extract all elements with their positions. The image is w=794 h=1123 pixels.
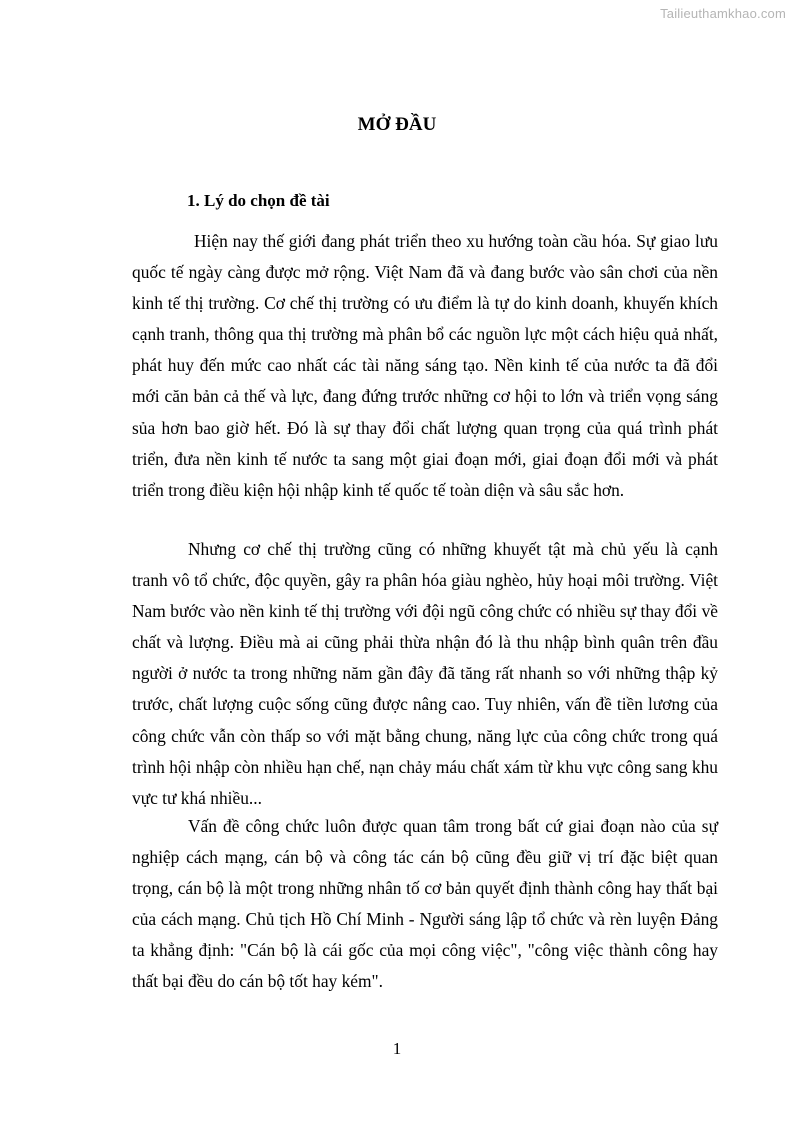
body-paragraph-1: Hiện nay thế giới đang phát triển theo xu hướng toàn cầu hóa. Sự giao lưu quốc tế ngày càng được mở rộng. Việt Nam đã và đang bước vào sân chơi của nền kinh tế thị trường. Cơ chế thị trường có ưu điểm là tự do kinh doanh, khuyến khích cạnh tranh, thông qua thị trường mà phân bổ các nguồn lực một cách hiệu quả nhất, phát huy đến mức cao nhất các tài năng sáng tạo. Nền kinh tế của nước ta đã đổi mới căn bản cả thế và lực, đang đứng trước những cơ hội to lớn và triển vọng sáng sủa hơn bao giờ hết. Đó là sự thay đổi chất lượng quan trọng của quá trình phát triển, đưa nền kinh tế nước ta sang một giai đoạn mới, giai đoạn đổi mới và phát triển trong điều kiện hội nhập kinh tế quốc tế toàn diện và sâu sắc hơn.: [132, 231, 718, 500]
body-paragraph-3: Vấn đề công chức luôn được quan tâm trong bất cứ giai đoạn nào của sự nghiệp cách mạng, cán bộ và công tác cán bộ cũng đều giữ vị trí đặc biệt quan trọng, cán bộ là một trong những nhân tố cơ bản quyết định thành công hay thất bại của cách mạng. Chủ tịch Hồ Chí Minh - Người sáng lập tổ chức và rèn luyện Đảng ta khẳng định: "Cán bộ là cái gốc của mọi công việc", "công việc thành công hay thất bại đều do cán bộ tốt hay kém".: [132, 816, 718, 992]
page-number: 1: [392, 1039, 402, 1058]
page-title: MỞ ĐẦU: [357, 114, 437, 135]
watermark-text: Tailieuthamkhao.com: [660, 6, 786, 21]
section-heading: 1. Lý do chọn đề tài: [187, 191, 330, 210]
body-paragraph-2: Nhưng cơ chế thị trường cũng có những khuyết tật mà chủ yếu là cạnh tranh vô tổ chức, độc quyền, gây ra phân hóa giàu nghèo, hủy hoại môi trường. Việt Nam bước vào nền kinh tế thị trường với đội ngũ công chức có nhiều sự thay đổi về chất và lượng. Điều mà ai cũng phải thừa nhận đó là thu nhập bình quân trên đầu người ở nước ta trong những năm gần đây đã tăng rất nhanh so với những thập kỷ trước, chất lượng cuộc sống cũng được nâng cao. Tuy nhiên, vấn đề tiền lương của công chức vẫn còn thấp so với mặt bằng chung, năng lực của công chức trong quá trình hội nhập còn nhiều hạn chế, nạn chảy máu chất xám từ khu vực công sang khu vực tư khá nhiều...: [132, 539, 718, 808]
